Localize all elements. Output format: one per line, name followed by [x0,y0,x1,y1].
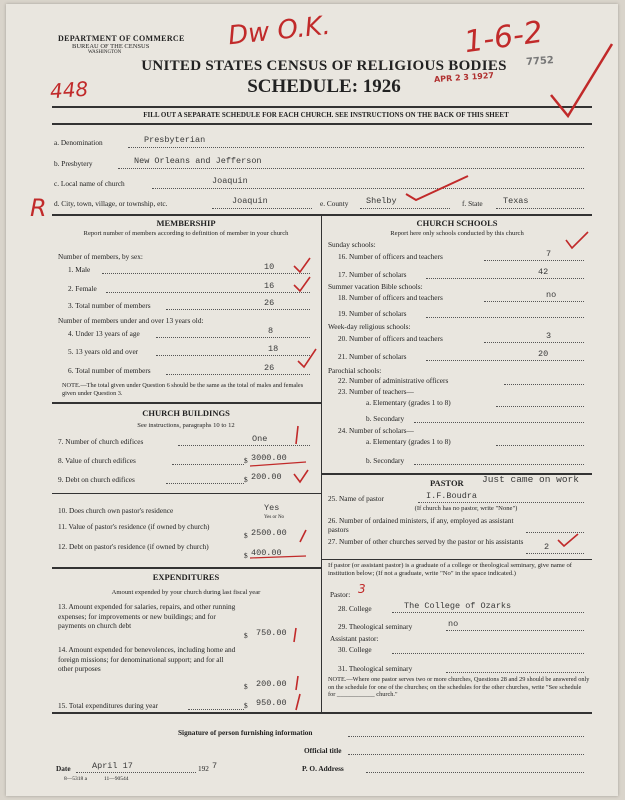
q22-label: 22. Number of administrative officers [338,376,449,385]
expenditures-heading: EXPENDITURES [152,572,220,582]
city-value: Joaquin [232,196,268,206]
q9-value: 200.00 [251,472,282,482]
handwritten-letter-r: R [30,194,47,222]
q2-label: 2. Female [68,284,97,293]
city-label: d. City, town, village, or township, etc. [54,199,168,208]
q18-value: no [546,290,557,300]
q10-label: 10. Does church own pastor's residence [58,506,174,515]
q2-value: 16 [264,281,275,291]
q5-label: 5. 13 years old and over [68,347,139,356]
stamp-number: 7752 [525,55,555,68]
q27-value: 2 [544,542,550,552]
q21-label: 21. Number of scholars [338,352,407,361]
handwritten-date-code: 1-6-2 [461,14,545,61]
local-name-value: Joaquin [212,176,248,186]
pastor-remark: Just came on work [482,474,579,485]
q20-value: 3 [546,331,552,341]
county-check-icon [402,172,472,202]
schools-heading: CHURCH SCHOOLS [416,218,498,228]
q6-label: 6. Total number of members [68,366,151,375]
q25-label: 25. Name of pastor [328,494,384,503]
county-label: e. County [320,199,349,208]
q4-value: 8 [268,326,274,336]
presbytery-value: New Orleans and Jefferson [134,156,262,166]
handwritten-ok-mark: Dw O.K. [226,10,332,52]
circled-three: 3 [358,582,366,596]
q4-label: 4. Under 13 years of age [68,329,140,338]
q11-value: 2500.00 [251,528,287,538]
q8-label: 8. Value of church edifices [58,456,136,465]
po-address-label: P. O. Address [302,764,344,773]
pastor-note: NOTE.—Where one pastor serves two or more churches, Questions 28 and 29 should be answered only on the schedule for one of the churches; on the schedules for the other churches, write "See schedule for ____________ church." [328,676,590,698]
q26-label: 26. Number of ordained ministers, if any, employed as assistant pastors [328,516,514,534]
census-schedule-sheet: DEPARTMENT OF COMMERCE BUREAU OF THE CENSUS WASHINGTON UNITED STATES CENSUS OF RELIGIOUS BODIES SCHEDULE: 1926 FILL OUT A SEPARATE SCHEDULE FOR EACH CHURCH. SEE INSTRUCTIONS ON THE BACK OF THIS SHEET Dw O.K. 1-6-2 448 APR 2 3 1927 7752 R a. Denomination Presbyterian b. Presbytery New Orleans and Jefferson c. Local name of church Joaquin d. City, town, village, or township, etc. Joaquin e. County Shelby f. State Texas MEMBERSHIP Report number of members according to definition of member in your church Number of members, by sex: 1. Male 10 2. Female 16 3. Total number of members 26 Number of members under and over 13 years old: 4. Under 13 years of age 8 5. 13 years old and over 18 6. Total number of members 26 NOTE.—The total given under Question 6 should be the same as the total of males and females given under Question 3. CHURCH BUILDINGS See instructions, paragraphs 10 to 12 7. Number of church edifices One 8. Value of church edifices $ 3000.00 9. Debt on church edifices $ 200.00 10. Does church own pastor's residence Yes Yes or No 11. Value of pastor's residence (if owned by church) $ 2500.00 12. Debt on pastor's residence (if owned by church) $ 400.00 EXPENDITURES Amount expended by your church during last fiscal year 13. Amount expended for salaries, repairs, and other running expenses; for improvements or new buildings; and for payments on church debt $ 750.00 14. Amount expended for benevolences, including home and foreign missions; for denominational support; and for all other purposes $ 200.00 15. Total expenditures during year $ 950.00 CHURCH SCHOOLS Report here only schools conducted by this church Sunday schools: 16. Number of officers and teachers 7 17. Number of scholars 42 Summer vacation Bible schools: 18. Number of officers and teachers no 19. Number of scholars Week-day religious schools: 20. Number of officers and teachers 3 21. Number of scholars 20 Parochial schools: 22. Number of administrative officers 23. Number of teachers— a. Elementary (grades 1 to 8) b. Secondary 24. Number of scholars— a. Elementary (grades 1 to 8) b. Secondary PASTOR Just came on work 25. Name of pastor I.F.Boudra (If church has no pastor, write "None") 26. Number of ordained ministers, if any, employed as assistant pastors 27. Number of other churches served by the pastor or his assistants 2 If pastor (or assistant pastor) is a graduate of a college or theological seminary, give name of institution below; (If not a graduate, write "No" in the space indicated.) Pastor: 3 28. College The College of Ozarks 29. Theological seminary no Assistant pastor: 30. College 31. Theological seminary NOTE.—Where one pastor serves two or more churches, Questions 28 and 29 should be answered only on the schedule for one of the churches; on the schedules for the other churches, write "See schedule for ____________ church." Signature of person furnishing information Official title Date April 17 192 7 P. O. Address 8—5318 a 11—90544 [6,4,618,796]
q19-label: 19. Number of scholars [338,309,407,318]
year-value: 7 [212,761,218,771]
handwritten-number: 448 [49,76,89,104]
q24b-label: b. Secondary [366,456,405,465]
q24a-label: a. Elementary (grades 1 to 8) [366,437,451,446]
official-title-label: Official title [304,746,342,755]
q18-label: 18. Number of officers and teachers [338,293,443,302]
department-name: DEPARTMENT OF COMMERCE [58,34,185,43]
pastor-heading: PASTOR [430,478,464,488]
q13-value: 750.00 [256,628,287,638]
q27-label: 27. Number of other churches served by the pastor or his assistants [328,537,524,546]
print-code: 11—90544 [104,776,129,782]
q3-label: 3. Total number of members [68,301,151,310]
form-code: 8—5318 a [64,776,88,782]
q28-label: 28. College [338,604,372,613]
membership-check-icons [288,256,318,376]
county-value: Shelby [366,196,397,206]
schools-check-icon [562,230,592,252]
form-title: UNITED STATES CENSUS OF RELIGIOUS BODIES [141,58,507,74]
q9-label: 9. Debt on church edifices [58,475,135,484]
form-instructions: FILL OUT A SEPARATE SCHEDULE FOR EACH CHURCH. SEE INSTRUCTIONS ON THE BACK OF THIS SHEET [143,111,509,119]
denomination-label: a. Denomination [54,138,103,147]
date-value: April 17 [92,761,133,771]
q28-value: The College of Ozarks [404,601,512,611]
q6-value: 26 [264,363,275,373]
q13-label: 13. Amount expended for salaries, repairs, and other running expenses; for improvements or new buildings; and for payments on church debt [58,602,236,630]
q10-value: Yes [264,503,280,513]
q24-label: 24. Number of scholars— [338,426,414,435]
q7-value: One [252,434,268,444]
city-name: WASHINGTON [88,50,122,55]
q30-label: 30. College [338,645,372,654]
buildings-check-icons [246,424,316,559]
large-check-mark-icon [546,40,616,120]
received-date-stamp: APR 2 3 1927 [433,70,495,85]
expenditure-check-icons [286,624,316,714]
q7-label: 7. Number of church edifices [58,437,144,446]
q1-label: 1. Male [68,265,91,274]
q23b-label: b. Secondary [366,414,405,423]
state-label: f. State [462,199,483,208]
q12-value: 400.00 [251,548,282,558]
pastor-check-icon [554,532,582,550]
q17-value: 42 [538,267,549,277]
q14-value: 200.00 [256,679,287,689]
q11-label: 11. Value of pastor's residence (if owned by church) [58,522,210,531]
column-divider [321,214,322,712]
q15-value: 950.00 [256,698,287,708]
q29-label: 29. Theological seminary [338,622,413,631]
q12-label: 12. Debt on pastor's residence (if owned by church) [58,542,209,551]
q16-value: 7 [546,249,552,259]
q3-value: 26 [264,298,275,308]
state-value: Texas [503,196,529,206]
bureau-name: BUREAU OF THE CENSUS [72,43,150,50]
q5-value: 18 [268,344,279,354]
q17-label: 17. Number of scholars [338,270,407,279]
presbytery-label: b. Presbytery [54,159,93,168]
q20-label: 20. Number of officers and teachers [338,334,443,343]
q15-label: 15. Total expenditures during year [58,701,159,710]
date-label: Date [56,764,71,773]
q1-value: 10 [264,262,275,272]
q8-value: 3000.00 [251,453,287,463]
signature-label: Signature of person furnishing information [178,728,313,737]
header-rule-top [52,106,592,108]
q16-label: 16. Number of officers and teachers [338,252,443,261]
header-rule-bottom [52,123,592,125]
membership-note: NOTE.—The total given under Question 6 should be the same as the total of males and females given under Question 3. [62,382,304,397]
q29-value: no [448,619,459,629]
denomination-value: Presbyterian [144,135,206,145]
buildings-heading: CHURCH BUILDINGS [142,408,230,418]
graduate-note: If pastor (or assistant pastor) is a graduate of a college or theological seminary, give name of institution below; (If not a graduate, write "No" in the space indicated.) [328,562,573,577]
q21-value: 20 [538,349,549,359]
q25-value: I.F.Boudra [426,491,478,501]
q23a-label: a. Elementary (grades 1 to 8) [366,398,451,407]
membership-heading: MEMBERSHIP [156,218,216,228]
q14-label: 14. Amount expended for benevolences, including home and foreign missions; for denominational support; and for all other purposes [58,645,236,673]
q31-label: 31. Theological seminary [338,664,413,673]
q23-label: 23. Number of teachers— [338,387,414,396]
form-subtitle: SCHEDULE: 1926 [247,76,401,97]
membership-intro: Report number of members according to definition of member in your church [83,230,289,237]
local-name-label: c. Local name of church [54,179,125,188]
